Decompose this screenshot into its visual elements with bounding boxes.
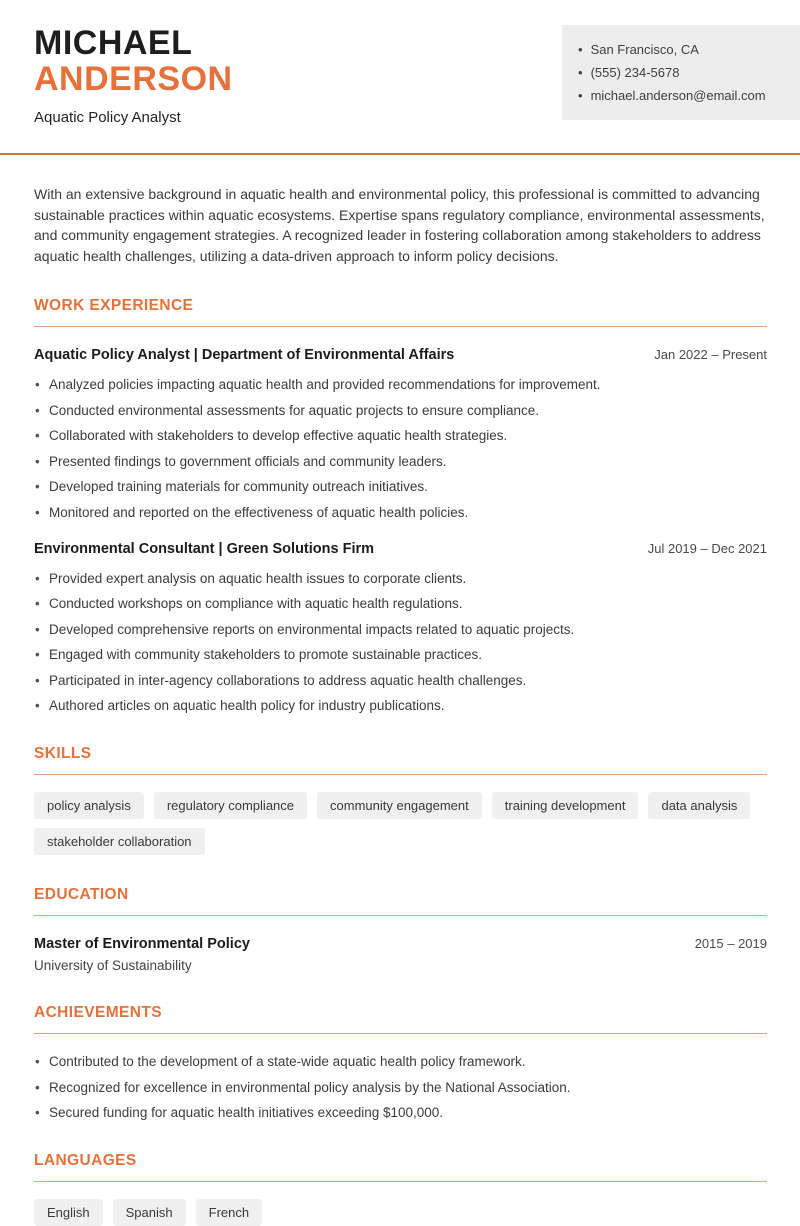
education-heading: EDUCATION bbox=[34, 886, 767, 916]
job-bullet: • Conducted environmental assessments for aquatic projects to ensure compliance. bbox=[34, 403, 767, 419]
job-bullet: • Provided expert analysis on aquatic health issues to corporate clients. bbox=[34, 571, 767, 587]
skills-heading: SKILLS bbox=[34, 745, 767, 775]
skill-tag: community engagement bbox=[317, 792, 482, 819]
summary-paragraph: With an extensive background in aquatic health and environmental policy, this professional is committed to advancing sustainable practices within aquatic ecosystems. Expertise spans regulatory compliance, environmental assessments, and community engagement strategies. A recognized leader in fostering collaboration among stakeholders to address aquatic health challenges, utilizing a data-driven approach to inform policy decisions. bbox=[34, 186, 765, 264]
contact-item-phone bbox=[578, 61, 790, 84]
achievement-bullet: • Recognized for excellence in environmental policy analysis by the National Association. bbox=[34, 1080, 767, 1096]
work-experience-heading: WORK EXPERIENCE bbox=[34, 297, 767, 327]
achievement-list bbox=[34, 1054, 767, 1121]
job-bullet: • Developed training materials for community outreach initiatives. bbox=[34, 479, 767, 495]
education-dates: 2015 – 2019 bbox=[694, 936, 767, 952]
job-bullet: • Engaged with community stakeholders to promote sustainable practices. bbox=[34, 647, 767, 663]
job-bullet: • Monitored and reported on the effectiveness of aquatic health policies. bbox=[34, 505, 767, 521]
skills-tag-list bbox=[34, 792, 767, 855]
name-block bbox=[34, 25, 233, 126]
job-bullet: • Conducted workshops on compliance with aquatic health regulations. bbox=[34, 596, 767, 612]
job-bullet: • Participated in inter-agency collaborations to address aquatic health challenges. bbox=[34, 673, 767, 689]
school-name: University of Sustainability bbox=[34, 958, 192, 974]
education-entry-header bbox=[34, 936, 767, 952]
skill-tag: policy analysis bbox=[34, 792, 144, 819]
job-title: Aquatic Policy Analyst | Department of Environmental Affairs bbox=[34, 347, 455, 364]
job-dates: Jul 2019 – Dec 2021 bbox=[647, 540, 767, 556]
language-tag: Spanish bbox=[113, 1199, 186, 1226]
section-achievements bbox=[34, 1004, 767, 1121]
header-divider bbox=[0, 153, 800, 155]
resume-body bbox=[0, 184, 800, 1226]
achievements-heading: ACHIEVEMENTS bbox=[34, 1004, 767, 1034]
achievement-bullet: • Secured funding for aquatic health initiatives exceeding $100,000. bbox=[34, 1105, 767, 1121]
job-header bbox=[34, 347, 767, 363]
job-bullet-list bbox=[34, 571, 767, 715]
bullet-icon: • bbox=[578, 65, 583, 80]
last-name: ANDERSON bbox=[34, 60, 233, 99]
skill-tag: training development bbox=[492, 792, 639, 819]
achievement-bullet: • Contributed to the development of a state-wide aquatic health policy framework. bbox=[34, 1054, 767, 1070]
contact-item-email bbox=[578, 84, 790, 107]
job-bullet: • Analyzed policies impacting aquatic health and provided recommendations for improvement. bbox=[34, 377, 767, 393]
contact-box bbox=[562, 25, 800, 120]
contact-location: San Francisco, CA bbox=[590, 42, 699, 57]
skill-tag: regulatory compliance bbox=[154, 792, 307, 819]
skill-tag: data analysis bbox=[648, 792, 750, 819]
person-name bbox=[34, 25, 233, 97]
section-skills bbox=[34, 745, 767, 855]
language-tag: French bbox=[196, 1199, 262, 1226]
bullet-icon: • bbox=[578, 88, 583, 103]
first-name: MICHAEL bbox=[34, 24, 193, 62]
resume-header bbox=[0, 0, 800, 126]
job-title: Environmental Consultant | Green Solutions Firm bbox=[34, 540, 375, 557]
skill-tag: stakeholder collaboration bbox=[34, 828, 205, 855]
language-tag: English bbox=[34, 1199, 103, 1226]
job-bullet: • Collaborated with stakeholders to develop effective aquatic health strategies. bbox=[34, 428, 767, 444]
section-languages bbox=[34, 1152, 767, 1226]
contact-item-location bbox=[578, 38, 790, 61]
job-entry bbox=[34, 541, 767, 715]
contact-phone: (555) 234-5678 bbox=[590, 65, 680, 80]
contact-list bbox=[578, 38, 790, 107]
section-education bbox=[34, 886, 767, 973]
job-header bbox=[34, 541, 767, 557]
job-bullet: • Authored articles on aquatic health policy for industry publications. bbox=[34, 698, 767, 714]
languages-tag-list bbox=[34, 1199, 767, 1226]
section-work-experience bbox=[34, 297, 767, 714]
job-dates: Jan 2022 – Present bbox=[654, 347, 767, 363]
job-bullet-list bbox=[34, 377, 767, 521]
person-job-title: Aquatic Policy Analyst bbox=[34, 109, 181, 127]
degree-title: Master of Environmental Policy bbox=[34, 936, 250, 953]
job-bullet: • Developed comprehensive reports on environmental impacts related to aquatic projects. bbox=[34, 622, 767, 638]
languages-heading: LANGUAGES bbox=[34, 1152, 767, 1182]
contact-email: michael.anderson@email.com bbox=[590, 88, 766, 103]
job-entry bbox=[34, 347, 767, 521]
job-bullet: • Presented findings to government officials and community leaders. bbox=[34, 454, 767, 470]
bullet-icon: • bbox=[578, 42, 583, 57]
